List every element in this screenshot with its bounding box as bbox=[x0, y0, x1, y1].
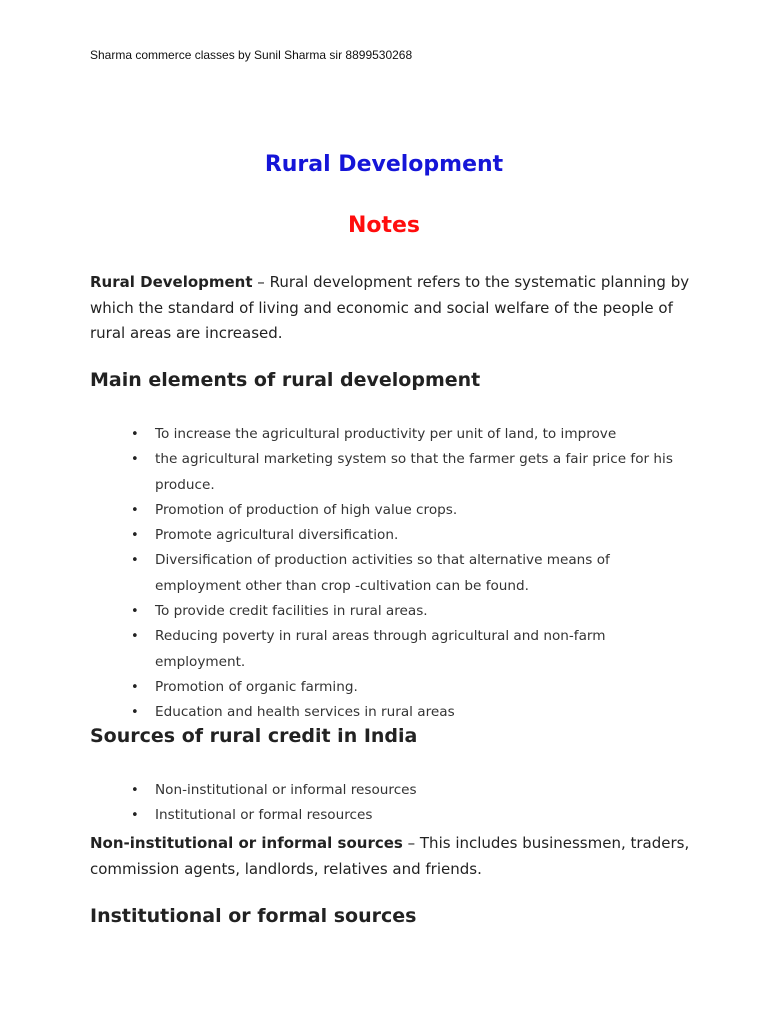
rural-credit-list bbox=[90, 778, 690, 829]
list-item bbox=[90, 523, 690, 548]
intro-term: Rural Development bbox=[90, 273, 253, 291]
bullet-icon: • bbox=[131, 528, 139, 544]
non-institutional-text: – This includes businessmen, traders, commission agents, landlords, relatives and friends. bbox=[90, 834, 690, 878]
list-item bbox=[90, 447, 690, 498]
bullet-icon: • bbox=[131, 783, 139, 798]
list-item bbox=[90, 778, 690, 803]
list-item-text: Diversification of production activities so that alternative means of employment other than crop -cultivation can be found. bbox=[155, 552, 610, 594]
list-item-text: Education and health services in rural areas bbox=[155, 704, 455, 721]
bullet-icon: • bbox=[131, 679, 139, 695]
list-item bbox=[90, 624, 690, 675]
list-item-text: Non-institutional or informal resources bbox=[155, 782, 417, 798]
list-item-text: the agricultural marketing system so that the farmer gets a fair price for his produce. bbox=[155, 451, 673, 493]
list-item bbox=[90, 675, 690, 700]
page-header: Sharma commerce classes by Sunil Sharma sir 8899530268 bbox=[90, 48, 413, 62]
list-item-text: Reducing poverty in rural areas through agricultural and non-farm employment. bbox=[155, 628, 606, 670]
list-item bbox=[90, 498, 690, 523]
list-item-text: To increase the agricultural productivity per unit of land, to improve bbox=[155, 426, 617, 442]
page-title: Rural Development bbox=[264, 152, 504, 177]
non-institutional-term: Non-institutional or informal sources bbox=[90, 834, 403, 852]
bullet-icon: • bbox=[131, 427, 139, 442]
bullet-icon: • bbox=[131, 629, 139, 645]
bullet-icon: • bbox=[131, 452, 139, 468]
bullet-icon: • bbox=[131, 808, 139, 824]
list-item bbox=[90, 422, 690, 447]
list-item bbox=[90, 803, 690, 828]
intro-paragraph bbox=[90, 270, 690, 347]
page-subtitle: Notes bbox=[347, 213, 421, 238]
list-item bbox=[90, 548, 690, 599]
institutional-heading: Institutional or formal sources bbox=[90, 905, 417, 927]
rural-credit-heading: Sources of rural credit in India bbox=[90, 725, 418, 747]
intro-text: – Rural development refers to the systematic planning by which the standard of living and economic and social welfare of the people of rural areas are increased. bbox=[90, 273, 690, 342]
list-item bbox=[90, 599, 690, 624]
bullet-icon: • bbox=[131, 604, 139, 620]
bullet-icon: • bbox=[131, 553, 139, 569]
non-institutional-paragraph bbox=[90, 831, 690, 882]
main-elements-heading: Main elements of rural development bbox=[90, 369, 481, 391]
list-item-text: Promotion of production of high value crops. bbox=[155, 501, 458, 518]
list-item-text: Institutional or formal resources bbox=[155, 807, 373, 824]
bullet-icon: • bbox=[131, 705, 139, 721]
main-elements-list bbox=[90, 422, 690, 726]
list-item-text: Promotion of organic farming. bbox=[155, 678, 358, 695]
list-item bbox=[90, 700, 690, 725]
bullet-icon: • bbox=[131, 502, 139, 518]
list-item-text: To provide credit facilities in rural areas. bbox=[155, 603, 428, 620]
list-item-text: Promote agricultural diversification. bbox=[155, 527, 399, 544]
